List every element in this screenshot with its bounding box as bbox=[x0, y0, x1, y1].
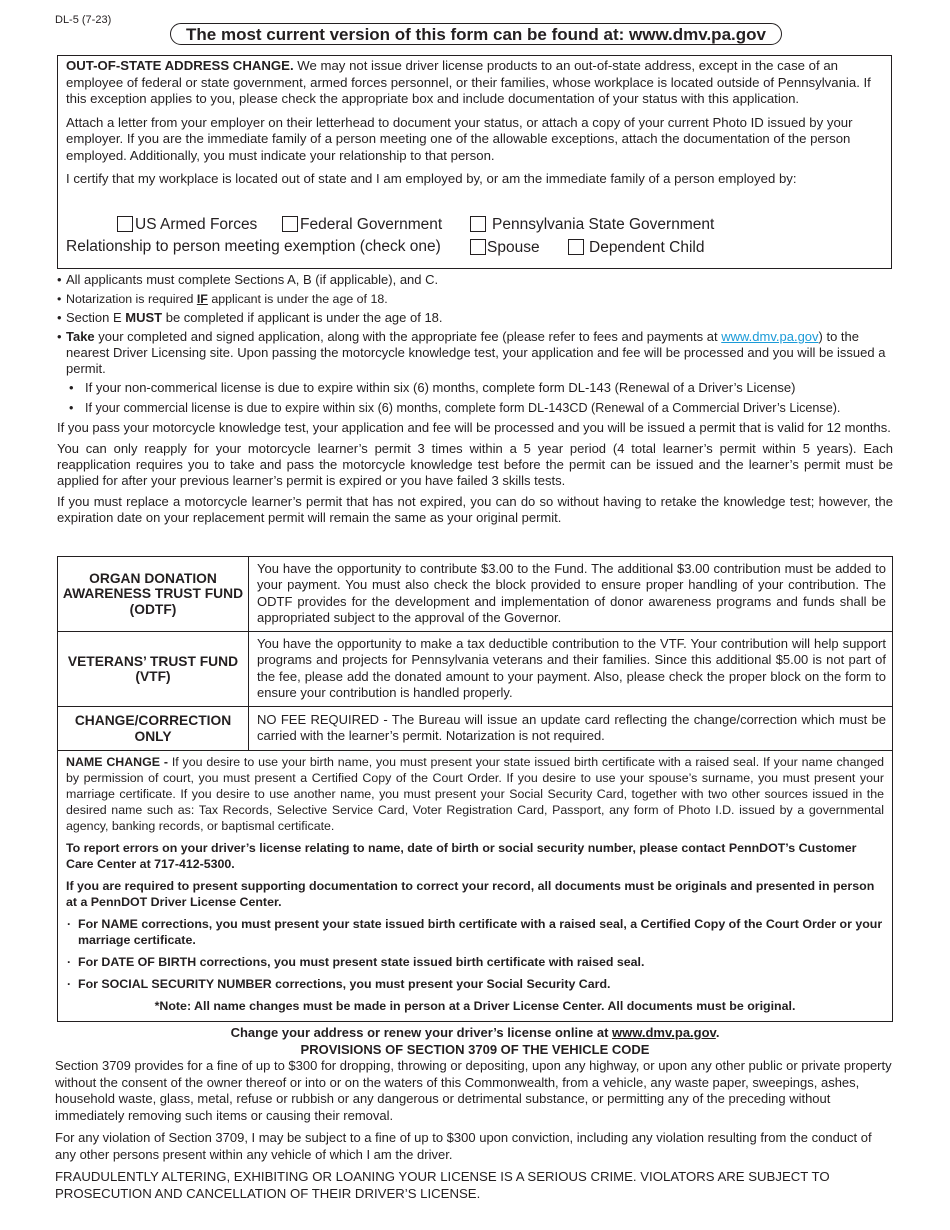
bullet-take-pre: your completed and signed application, along with the appropriate fee (please refer to fees and payments at bbox=[94, 329, 722, 344]
bullet-take bbox=[57, 329, 893, 377]
name-change-note: *Note: All name changes must be made in person at a Driver License Center. All documents must be original. bbox=[154, 999, 796, 1013]
bullet-non-commercial: • If your non-commerical license is due to expire within six (6) months, complete form DL-143 (Renewal of a Driver’s License) bbox=[57, 380, 893, 396]
online-renew-line bbox=[55, 1025, 895, 1042]
name-change-section bbox=[57, 750, 893, 1022]
checkbox-dependent-child[interactable] bbox=[568, 239, 584, 255]
current-version-banner: The most current version of this form can be found at: www.dmv.pa.gov bbox=[170, 23, 782, 45]
footer-section bbox=[55, 1025, 895, 1208]
form-id: DL-5 (7-23) bbox=[55, 14, 112, 26]
out-of-state-p1: We may not issue driver license products to an out-of-state address, except in the case of an employee of federal or state government, armed forces personnel, or their families, whose workplace is located outside of Pennsylvania. If this exception applies to you, please check the appropriate box and include documentation of your status with this application. bbox=[66, 58, 871, 106]
ssn-correction-item: · For SOCIAL SECURITY NUMBER corrections, you must present your Social Security Card. bbox=[66, 976, 884, 992]
odtf-label: ORGAN DONATION AWARENESS TRUST FUND (ODTF) bbox=[58, 557, 249, 632]
employer-federal-government-label: Federal Government bbox=[300, 216, 443, 233]
provisions-title: PROVISIONS OF SECTION 3709 OF THE VEHICLE CODE bbox=[300, 1041, 650, 1057]
online-renew-post: . bbox=[715, 1025, 720, 1040]
dob-correction-item: · For DATE OF BIRTH corrections, you must present state issued birth certificate with raised seal. bbox=[66, 954, 884, 970]
bullet-section-e bbox=[57, 310, 893, 326]
bullet-section-e-post: be completed if applicant is under the age of 18. bbox=[162, 310, 443, 325]
checkbox-us-armed-forces[interactable] bbox=[117, 216, 133, 232]
employer-pa-state-government[interactable] bbox=[470, 216, 714, 234]
bullet-section-e-pre: Section E bbox=[66, 310, 126, 325]
name-change-originals: If you are required to present supporting documentation to correct your record, all documents must be originals and presented in person at a PennDOT Driver License Center. bbox=[66, 879, 875, 909]
para-reapply: You can only reapply for your motorcycle learner’s permit 3 times within a 5 year period (4 total learner’s permit within 5 years). Each reapplication requires you to take and pass the motorcycle knowledge test before the permit can be issued and the learner’s permit must be applied for after your previous learner’s permit is expired or you have failed 3 skills tests. bbox=[57, 441, 893, 488]
relationship-label: Relationship to person meeting exemption (check one) bbox=[66, 238, 441, 255]
bullet-take-bold: Take bbox=[66, 329, 95, 344]
employer-us-armed-forces[interactable] bbox=[117, 216, 257, 234]
relationship-dependent-child[interactable] bbox=[568, 239, 704, 257]
employer-pa-state-government-label: Pennsylvania State Government bbox=[492, 216, 715, 233]
vtf-label: VETERANS’ TRUST FUND (VTF) bbox=[58, 632, 249, 707]
instructions-section bbox=[57, 272, 893, 531]
fund-table bbox=[57, 556, 893, 751]
table-row bbox=[58, 707, 893, 751]
checkbox-spouse[interactable] bbox=[470, 239, 486, 255]
checkbox-pa-state-government[interactable] bbox=[470, 216, 486, 232]
bullet-notarization-pre: Notarization is required bbox=[66, 292, 197, 306]
out-of-state-section bbox=[57, 55, 892, 269]
para-permit-valid: If you pass your motorcycle knowledge test, your application and fee will be processed and you will be issued a permit that is valid for 12 months. bbox=[57, 420, 891, 435]
relationship-dependent-child-label: Dependent Child bbox=[589, 239, 705, 256]
dmv-link[interactable]: www.dmv.pa.gov bbox=[721, 329, 819, 344]
out-of-state-certify: I certify that my workplace is located out of state and I am employed by, or am the immediate family of a person employed by: bbox=[66, 171, 797, 186]
vtf-text: You have the opportunity to make a tax deductible contribution to the VTF. Your contribution will help support programs and projects for Pennsylvania veterans and their families. Since this additional $5.00 is not part of the fee, please add the donated amount to your payment. Also, please check the proper block on the form to ensure your contribution is handled properly. bbox=[249, 632, 893, 707]
employer-us-armed-forces-label: US Armed Forces bbox=[135, 216, 258, 233]
name-correction-item: · For NAME corrections, you must present your state issued birth certificate with a raised seal, a Certified Copy of the Court Order or your marriage certificate. bbox=[66, 916, 884, 948]
bullet-commercial: • If your commercial license is due to expire within six (6) months, complete form DL-143CD (Renewal of a Commercial Driver’s License). bbox=[57, 400, 893, 416]
change-correction-label: CHANGE/CORRECTION ONLY bbox=[58, 707, 249, 751]
para-replace: If you must replace a motorcycle learner’s permit that has not expired, you can do so without having to retake the knowledge test; however, the expiration date on your replacement permit will remain the same as your original permit. bbox=[57, 494, 893, 525]
change-correction-text: NO FEE REQUIRED - The Bureau will issue an update card reflecting the change/correction which must be carried with the learner’s permit. Notarization is not required. bbox=[249, 707, 893, 751]
relationship-spouse-label: Spouse bbox=[487, 239, 540, 256]
fraud-warning: FRAUDULENTLY ALTERING, EXHIBITING OR LOANING YOUR LICENSE IS A SERIOUS CRIME. VIOLATORS ARE SUBJECT TO PROSECUTION AND CANCELLATION OF THEIR DRIVER’S LICENSE. bbox=[55, 1169, 830, 1201]
provisions-p1: Section 3709 provides for a fine of up to $300 for dropping, throwing or depositing, upon any highway, or upon any other public or private property without the consent of the owner thereof or into or on the waters of this Commonwealth, from a vehicle, any waste paper, sweepings, ashes, household waste, glass, metal, refuse or rubbish or any dangerous or detrimental substance, or permitting any of the preceding without immediately removing such items or causing their removal. bbox=[55, 1058, 892, 1123]
out-of-state-p2: Attach a letter from your employer on their letterhead to document your status, or attach a copy of your current Photo ID issued by your employer. If you are the immediate family of a person meeting one of the allowable exceptions, attach the documentation of the person employed. Additionally, you must indicate your relationship to that person. bbox=[66, 114, 853, 163]
relationship-spouse[interactable] bbox=[470, 239, 540, 257]
checkbox-federal-government[interactable] bbox=[282, 216, 298, 232]
table-row bbox=[58, 557, 893, 632]
table-row bbox=[58, 632, 893, 707]
name-change-intro bbox=[66, 754, 884, 834]
bullet-notarization-post: applicant is under the age of 18. bbox=[207, 292, 388, 306]
name-change-heading: NAME CHANGE - bbox=[66, 755, 168, 769]
odtf-text: You have the opportunity to contribute $3.00 to the Fund. The additional $3.00 contribution must be added to your payment. You must also check the block provided to ensure proper handling of your contribution. The ODTF provides for the development and implementation of donor awareness programs and funds shall be appropriated subject to the approval of the Governor. bbox=[249, 557, 893, 632]
online-renew-link[interactable]: www.dmv.pa.gov bbox=[612, 1025, 716, 1040]
bullet-notarization bbox=[57, 291, 893, 307]
out-of-state-intro bbox=[66, 58, 883, 108]
out-of-state-heading: OUT-OF-STATE ADDRESS CHANGE. bbox=[66, 58, 294, 73]
online-renew-pre: Change your address or renew your driver’s license online at bbox=[230, 1025, 613, 1040]
bullet-sections: • All applicants must complete Sections A, B (if applicable), and C. bbox=[57, 272, 893, 288]
name-change-p1: If you desire to use your birth name, you must present your state issued birth certificate with a raised seal. If your name changed by permission of court, you must present a Certified Copy of the Court Order. If you desire to use your spouse’s surname, you must present your marriage certificate. If you desire to use another name, you must present your Social Security Card, together with two other sources issued in the desired name such as: Tax Records, Selective Service Card, Voter Registration Card, Passport, any form of Photo I.D. issued by a governmental agency, banking records, or baptismal certificate. bbox=[66, 755, 884, 833]
employer-federal-government[interactable] bbox=[282, 216, 442, 234]
name-change-report-errors: To report errors on your driver’s license relating to name, date of birth or social security number, please contact PennDOT’s Customer Care Center at 717-412-5300. bbox=[66, 841, 857, 871]
bullet-take-post: ) to the nearest Driver Licensing site. Upon passing the motorcycle knowledge test, your application and fee will be processed and you will be issued a permit. bbox=[66, 329, 886, 376]
bullet-section-e-must: MUST bbox=[125, 310, 163, 325]
bullet-notarization-if: IF bbox=[196, 292, 208, 306]
provisions-p2: For any violation of Section 3709, I may be subject to a fine of up to $300 upon conviction, including any violation resulting from the conduct of any other persons present within any vehicle of which I am the driver. bbox=[55, 1130, 872, 1162]
